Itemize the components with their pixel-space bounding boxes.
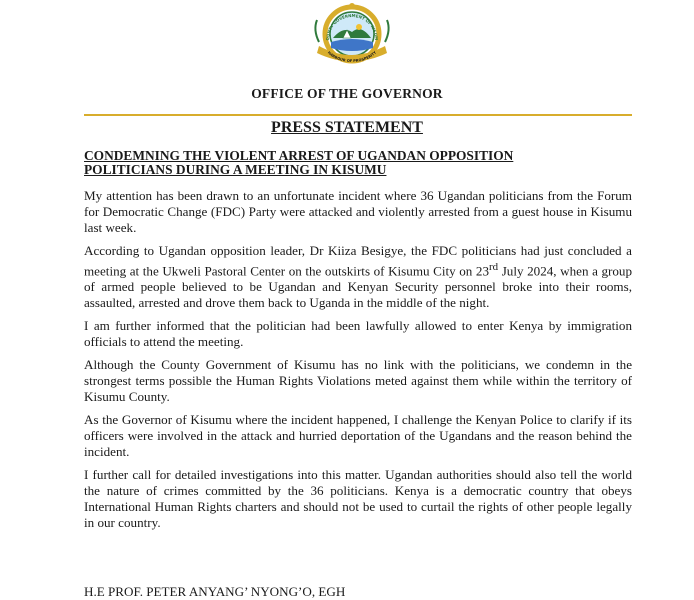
paragraph-3: I am further informed that the politician had been lawfully allowed to enter Kenya by immigration officials to attend the meeting.: [84, 318, 632, 350]
header-divider: [84, 114, 632, 116]
paragraph-1: My attention has been drawn to an unfortunate incident where 36 Ugandan politicians from the Forum for Democratic Change (FDC) Party were attacked and violently arrested from a guest house in Kisumu last week.: [84, 188, 632, 235]
seal-emblem-icon: [293, 0, 411, 64]
paragraph-5: As the Governor of Kisumu where the incident happened, I challenge the Kenyan Police to clarify if its officers were involved in the attack and hurried deportation of the Ugandans and the reason behind the incident.: [84, 412, 632, 460]
seal-motto: HARBOUR OF PROSPERITY: [326, 50, 378, 64]
county-seal-logo: [293, 0, 411, 64]
paragraph-4: Although the County Government of Kisumu has no link with the politicians, we condemn in the strongest terms possible the Human Rights Violations meted against them while within the territory of Kisumu County.: [84, 357, 632, 405]
paragraph-2-start: According to Ugandan opposition leader, Dr Kiiza Besigye, the FDC politicians had just concluded a meeting at the Ukweli Pastoral Center on the outskirts of Kisumu City on 23: [84, 243, 632, 279]
date-ordinal-suffix: rd: [489, 261, 499, 273]
paragraph-2: [84, 243, 632, 311]
seal-text-top: OUNTY GOVERNMENT OF KISUM: [324, 12, 380, 41]
headline-line-2: POLITICIANS DURING A MEETING IN KISUMU: [84, 162, 387, 177]
statement-body: [84, 188, 632, 538]
office-heading: OFFICE OF THE GOVERNOR: [251, 86, 443, 101]
headline-line-1: CONDEMNING THE VIOLENT ARREST OF UGANDAN OPPOSITION: [84, 148, 514, 163]
press-statement-title: PRESS STATEMENT: [271, 119, 423, 136]
paragraph-6: I further call for detailed investigations into this matter. Ugandan authorities should also tell the world the nature of crimes committed by the 36 politicians. Kenya is a democratic country that obeys International Human Rights charters and should not be used to curtail the rights of other people legally in our country.: [84, 467, 632, 531]
paragraph-2-end: July 2024, when a group of armed people believed to be Ugandan and Kenyan Security personnel broke into their rooms, assaulted, arrested and drove them back to Uganda in the middle of the night.: [84, 263, 632, 311]
signature-name: H.E PROF. PETER ANYANG’ NYONG’O, EGH: [84, 584, 346, 599]
statement-headline: [84, 149, 632, 177]
